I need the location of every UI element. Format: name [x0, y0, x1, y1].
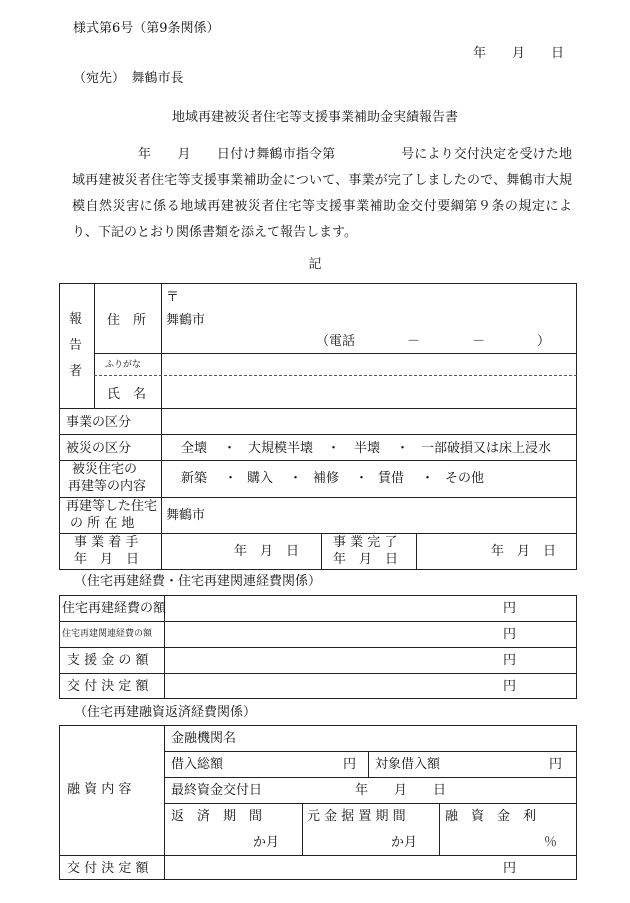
separator: ・ [421, 471, 435, 486]
body-paragraph: 年 月 日付け舞鶴市指令第 号により交付決定を受けた地域再建被災者住宅等支援事業補助金について、事業が完了しましたので、舞鶴市大規模自然災害に係る地域再建被災者住宅等支援事業補助金交付要綱第９条の規定により、下記のとおり関係書類を添えて報告します。 [72, 147, 572, 240]
address-label: 住 所 [107, 313, 147, 328]
end-label-1: 事 業 完 了 [333, 535, 398, 550]
target-label: 対象借入額 [375, 757, 441, 772]
rebuild-option-5: その他 [445, 471, 485, 486]
disaster-option-3: 半壊 [354, 441, 381, 456]
support-amount-label: 支 援 金 の 額 [67, 653, 149, 668]
end-value: 年 月 日 [491, 544, 557, 559]
bank-label: 金融機関名 [171, 731, 237, 746]
repay-unit: か月 [253, 835, 280, 850]
rebuild-option-1: 新築 [181, 471, 208, 486]
phone-field: （電話 － － ） [316, 334, 551, 349]
borrowed-yen: 円 [343, 757, 357, 772]
rebuild-label-1: 被災住宅の [72, 462, 138, 477]
rebuild-option-4: 賃借 [378, 471, 405, 486]
loan-decision-unit: 円 [503, 861, 517, 876]
reporter-label-3: 者 [69, 364, 83, 379]
disaster-option-2: 大規模半壊 [248, 441, 314, 456]
separator: ・ [396, 441, 410, 456]
separator: ・ [223, 441, 237, 456]
separator: ・ [224, 471, 238, 486]
document-title: 地域再建被災者住宅等支援事業補助金実績報告書 [171, 110, 458, 125]
section1-heading: （住宅再建経費・住宅再建関連経費関係） [74, 574, 322, 589]
form-number: 様式第6号（第9条関係） [73, 21, 220, 36]
disaster-option-4: 一部破損又は床上浸水 [421, 441, 552, 456]
decision-amount-unit: 円 [503, 679, 517, 694]
furigana-label: ふりがな [105, 360, 142, 370]
final-date-value: 年 月 日 [355, 783, 447, 798]
expense-label: 住宅再建経費の額 [62, 601, 167, 616]
reporter-label-1: 報 [69, 312, 83, 327]
start-value: 年 月 日 [234, 544, 300, 559]
disaster-option-1: 全壊 [181, 441, 208, 456]
name-label: 氏 名 [107, 387, 147, 402]
loan-decision-label: 交 付 決 定 額 [67, 861, 149, 876]
separator: ・ [327, 441, 341, 456]
loan-label: 融 資 内 容 [67, 782, 132, 797]
section2-heading: （住宅再建融資返済経費関係） [74, 705, 257, 720]
separator: ・ [289, 471, 303, 486]
grace-label: 元 金 据 置 期 間 [307, 809, 406, 824]
related-expense-unit: 円 [503, 627, 517, 642]
category-label: 事業の区分 [66, 415, 132, 430]
date-line: 年 月 日 [473, 46, 565, 61]
repay-label: 返 済 期 間 [171, 809, 263, 824]
address-city: 舞鶴市 [166, 313, 206, 328]
rebuild-option-2: 購入 [247, 471, 274, 486]
rebuild-label-2: 再建等の内容 [68, 479, 147, 494]
final-date-label: 最終資金交付日 [171, 783, 263, 798]
location-label-2: の 所 在 地 [70, 516, 135, 531]
ki-mark: 記 [308, 257, 322, 272]
location-value: 舞鶴市 [166, 508, 206, 523]
borrowed-label: 借入総額 [171, 757, 224, 772]
disaster-label: 被災の区分 [66, 441, 132, 456]
reporter-label-2: 告 [69, 338, 83, 353]
start-label-2: 年 月 日 [74, 552, 140, 567]
expense-unit: 円 [503, 601, 517, 616]
rate-label: 融 資 金 利 [445, 809, 537, 824]
start-label-1: 事 業 着 手 [74, 535, 139, 550]
grace-unit: か月 [391, 835, 418, 850]
addressee: （宛先） 舞鶴市長 [73, 71, 184, 86]
separator: ・ [355, 471, 369, 486]
end-label-2: 年 月 日 [333, 552, 399, 567]
support-amount-unit: 円 [503, 653, 517, 668]
rate-unit: ％ [544, 835, 558, 850]
postal-mark: 〒 [166, 290, 180, 305]
location-label-1: 再建等した住宅 [66, 499, 158, 514]
rebuild-option-3: 補修 [313, 471, 340, 486]
target-yen: 円 [549, 757, 563, 772]
decision-amount-label: 交 付 決 定 額 [67, 679, 149, 694]
related-expense-label: 住宅再建関連経費の額 [62, 629, 153, 639]
